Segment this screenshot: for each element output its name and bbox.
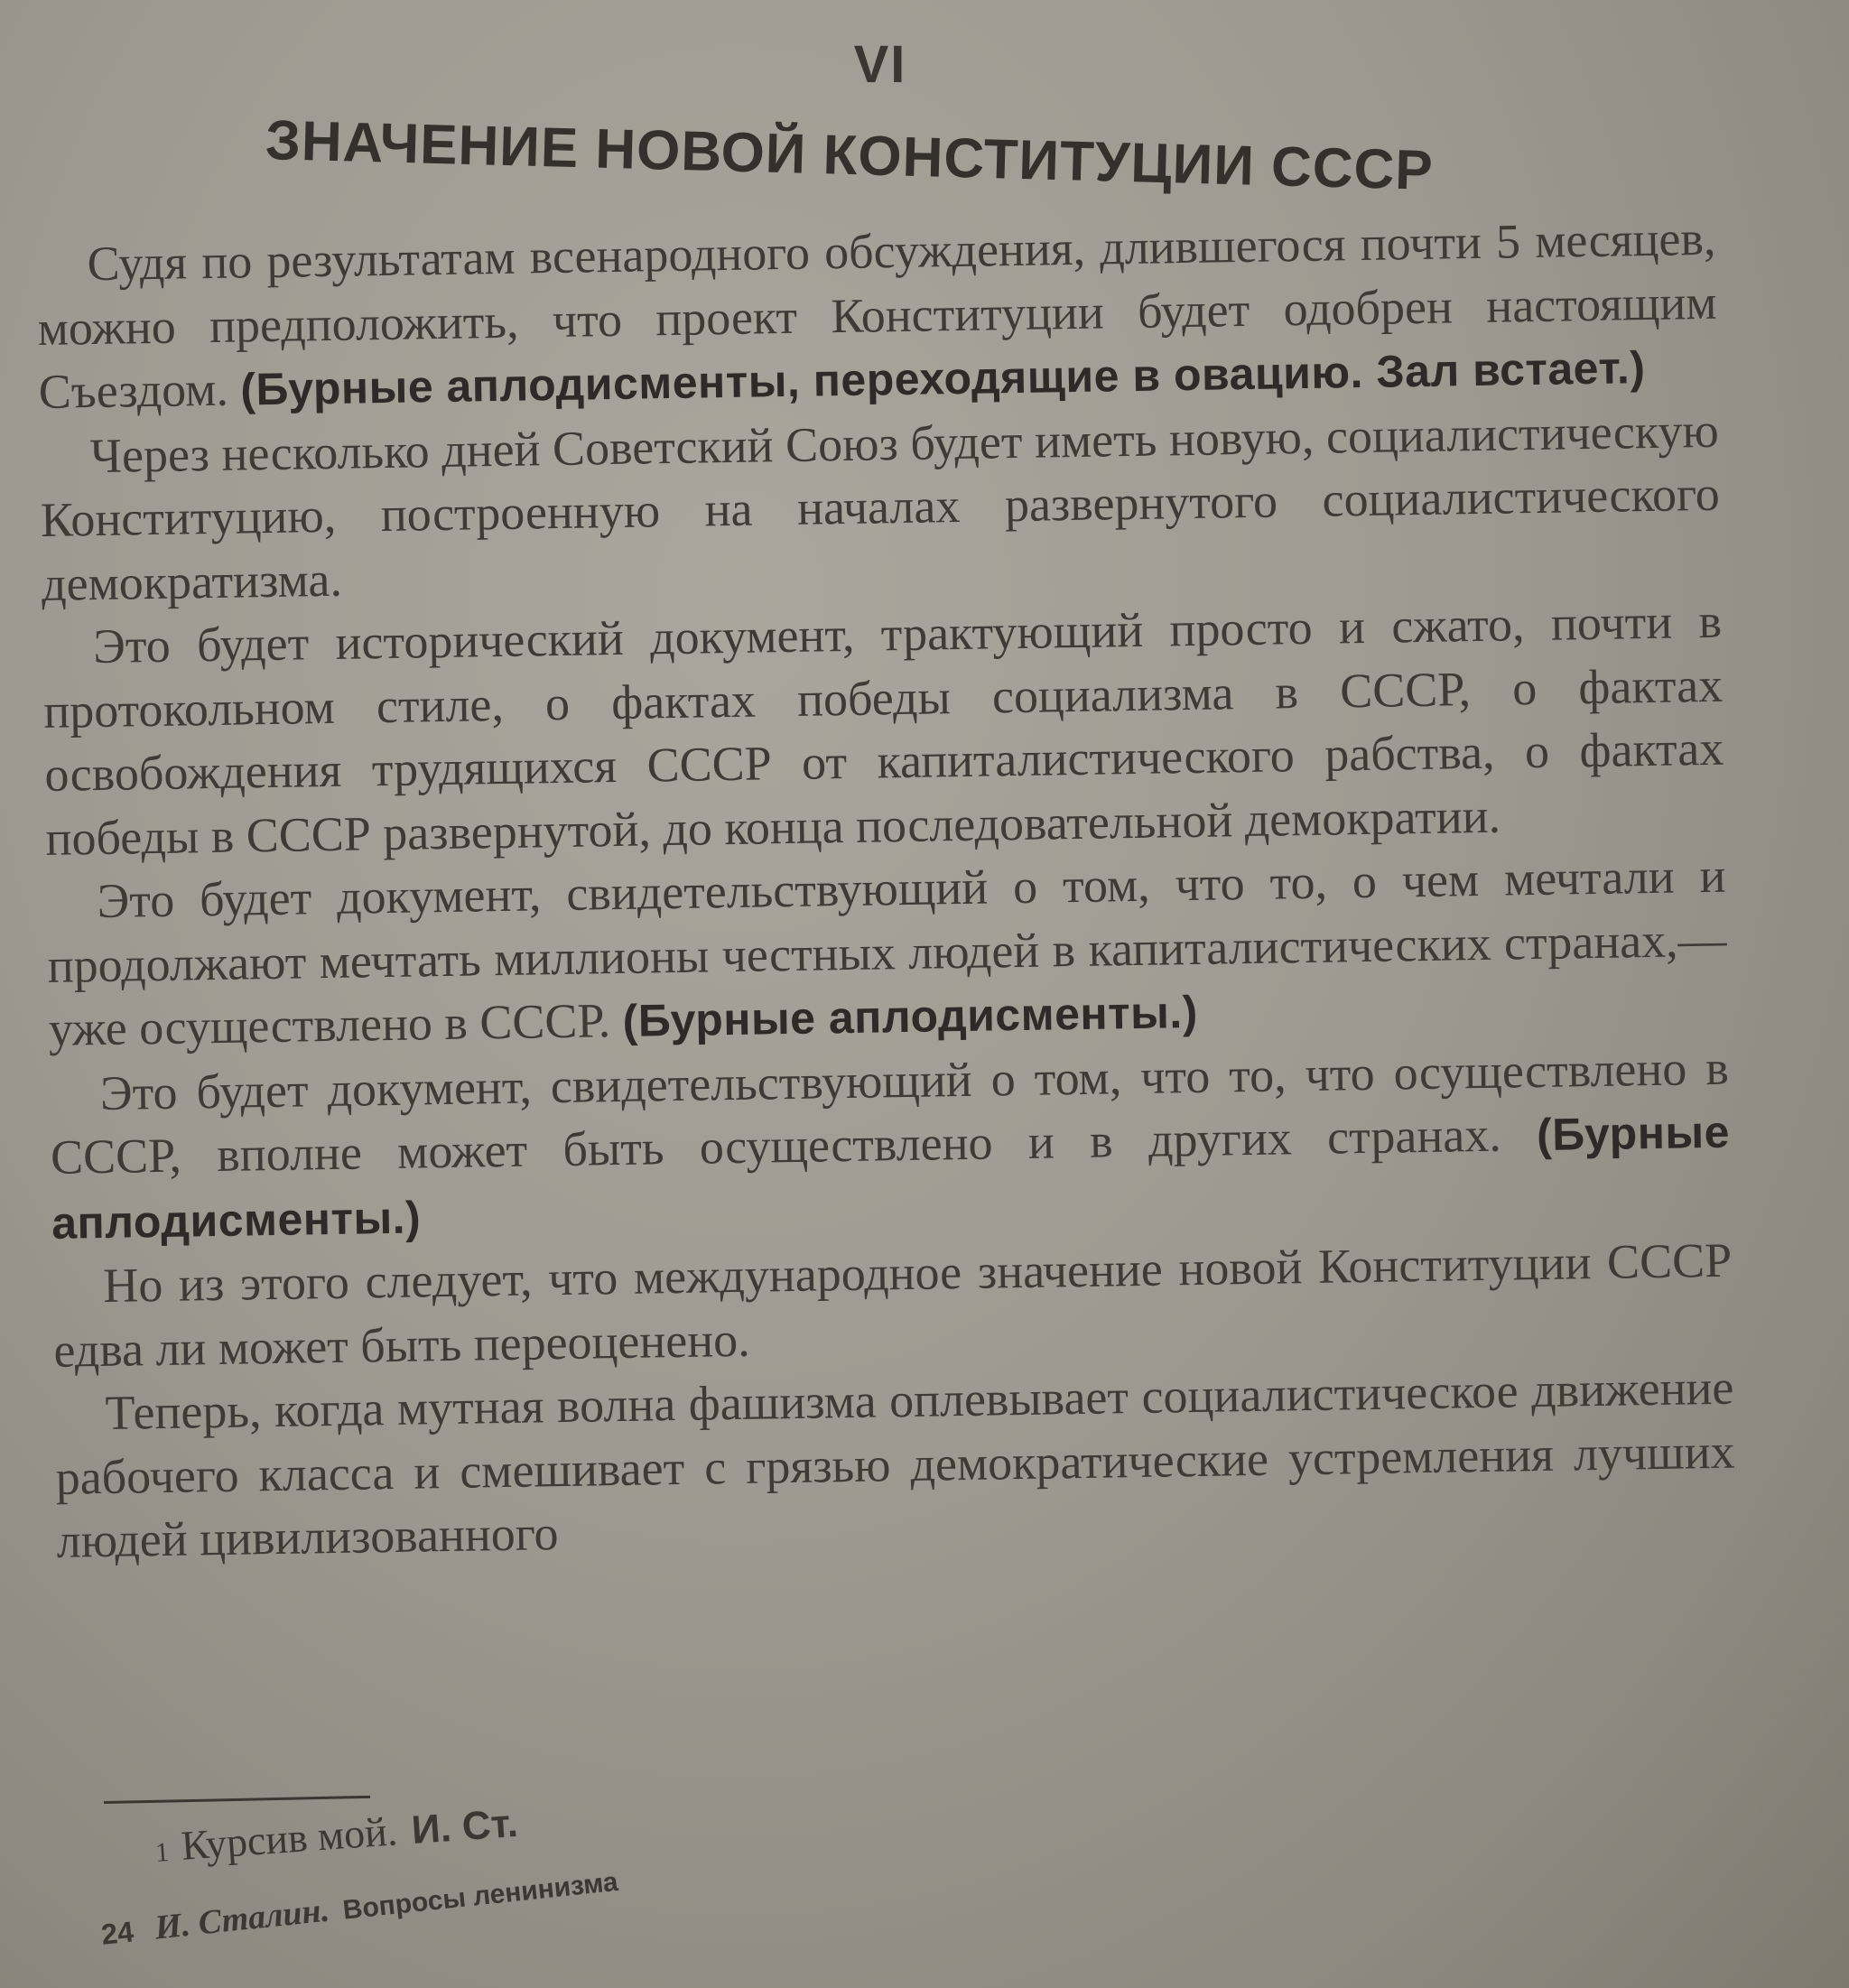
page-number: 24 [99,1915,135,1951]
applause-note: (Бурные аплодисменты.) [51,1106,1731,1249]
chapter-title: ЗНАЧЕНИЕ НОВОЙ КОНСТИТУЦИИ СССР [265,108,1435,202]
paragraph-text: Через несколько дней Советский Союз будет иметь новую, социалистическую Конституцию, построенную на началах развернутого социалистического демократизма. [40,403,1721,611]
paragraph-text: Судя по результатам всенародного обсуждения, длившегося почти 5 месяцев, можно предположить, что проект Конституции будет одобрен настоящим Съездом. [37,210,1717,419]
applause-note: (Бурные аплодисменты.) [622,986,1199,1046]
footer-author: И. Сталин. [153,1890,331,1947]
paragraph-7 [54,1356,1736,1574]
footnote-number: 1 [154,1836,171,1868]
footnote-text: Курсив мой. [179,1807,399,1869]
footnote-author: И. Ст. [410,1800,520,1853]
footer-book-title: Вопросы ленинизма [341,1866,620,1926]
running-footer [99,1860,619,1954]
paragraph-4 [46,844,1728,1063]
paragraph-2 [39,398,1721,616]
body-text [36,207,1736,1574]
paragraph-text: Но из этого следует, что международное значение новой Конституции СССР едва ли может быть переоценено. [52,1232,1733,1378]
paragraph-text: Это будет исторический документ, трактующий просто и сжато, почти в протокольном стиле, о фактах победы социализма в СССР, о фактах освобождения трудящихся СССР от капиталистического рабства, о фактах победы в СССР развернутой, до конца последовательной демократии. [42,593,1724,866]
paragraph-1 [36,207,1718,425]
applause-note: (Бурные аплодисменты, переходящие в овацию. Зал встает.) [239,342,1646,415]
paragraph-text: Это будет документ, свидетельствующий о том, что то, что осуществлено в СССР, вполне может быть осуществлено и в других странах. [50,1040,1730,1184]
footnote-divider [104,1796,370,1804]
chapter-number: VI [853,35,907,94]
paragraph-5 [49,1036,1731,1255]
paragraph-text: Это будет документ, свидетельствующий о том, что то, о чем мечтали и продолжают мечтать миллионы честных людей в капиталистических странах,—уже осуществлено в СССР. [47,848,1727,1056]
paragraph-text: Теперь, когда мутная волна фашизма оплевывает социалистическое движение рабочего класса и смешивает с грязью демократические устремления лучших людей цивилизованного [55,1360,1735,1568]
paragraph-3 [42,590,1725,870]
footnote [153,1798,519,1872]
